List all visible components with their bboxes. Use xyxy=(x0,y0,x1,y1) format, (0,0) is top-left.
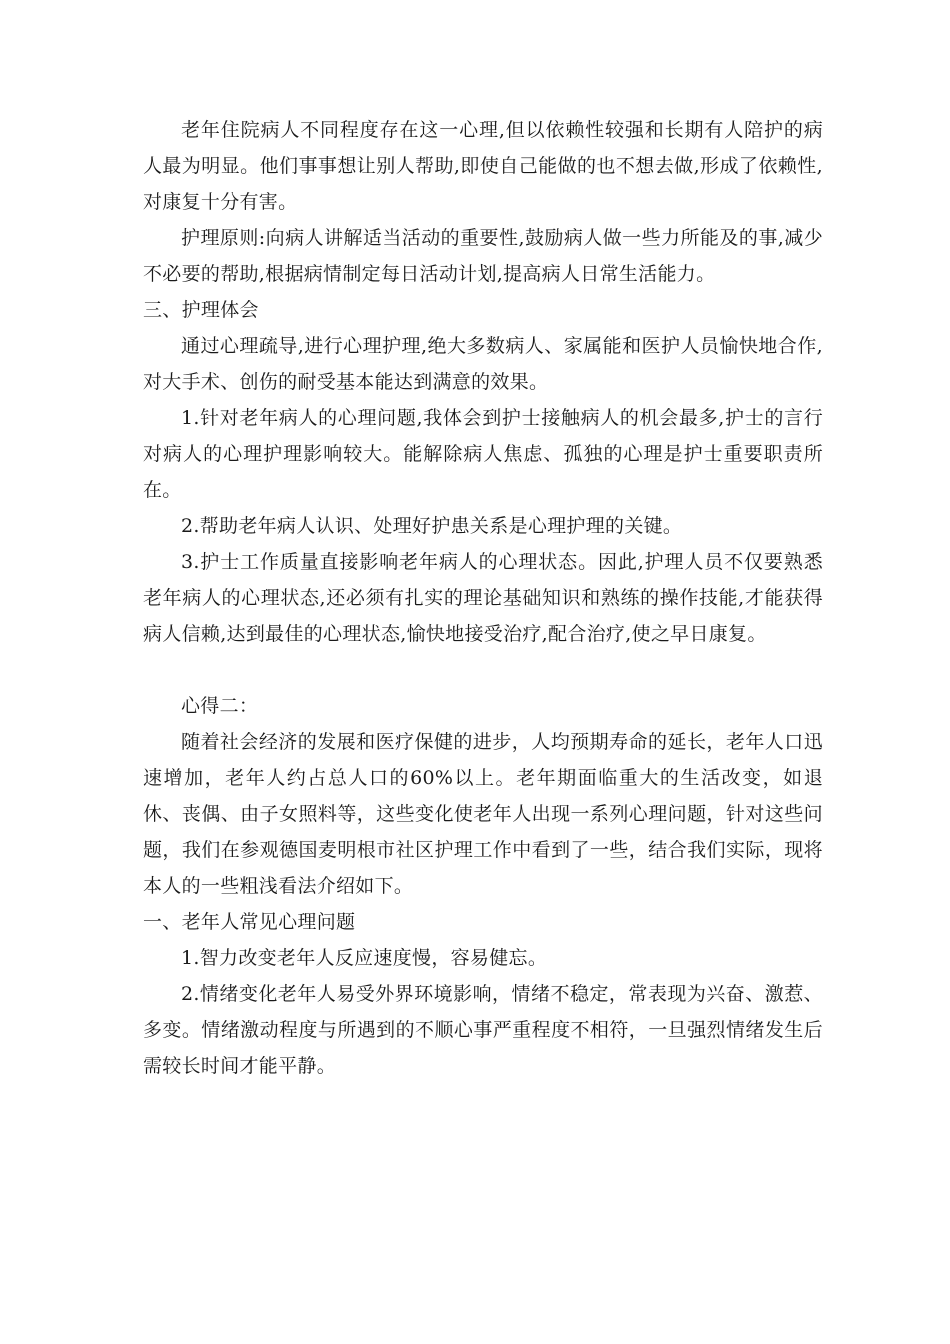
paragraph-point-1: 1.针对老年病人的心理问题,我体会到护士接触病人的机会最多,护士的言行对病人的心理护理影响较大。能解除病人焦虑、孤独的心理是护士重要职责所在。 xyxy=(143,407,823,501)
paragraph-point-3: 3.护士工作质量直接影响老年病人的心理状态。因此,护理人员不仅要熟悉老年病人的心理状态,还必须有扎实的理论基础知识和熟练的操作技能,才能获得病人信赖,达到最佳的心理状态,愉快地接受治疗,配合治疗,使之早日康复。 xyxy=(143,551,823,645)
heading-common-psych-problems: 一、老年人常见心理问题 xyxy=(143,911,356,933)
paragraph-nursing-principle: 护理原则:向病人讲解适当活动的重要性,鼓励病人做一些力所能及的事,减少不必要的帮助,根据病情制定每日活动计划,提高病人日常生活能力。 xyxy=(143,227,823,285)
document-body xyxy=(143,112,823,1084)
section-spacer xyxy=(143,652,823,688)
paragraph-point-2: 2.帮助老年病人认识、处理好护患关系是心理护理的关键。 xyxy=(181,515,683,537)
section-title-xinde-2: 心得二： xyxy=(181,695,259,717)
paragraph-psychological-care: 通过心理疏导,进行心理护理,绝大多数病人、家属能和医护人员愉快地合作,对大手术、创伤的耐受基本能达到满意的效果。 xyxy=(143,335,823,393)
paragraph-dependency: 老年住院病人不同程度存在这一心理,但以依赖性较强和长期有人陪护的病人最为明显。他们事事想让别人帮助,即使自己能做的也不想去做,形成了依赖性,对康复十分有害。 xyxy=(143,119,823,213)
heading-nursing-experience: 三、护理体会 xyxy=(143,299,259,321)
paragraph-emotion-change: 2.情绪变化老年人易受外界环境影响，情绪不稳定，常表现为兴奋、激惹、多变。情绪激动程度与所遇到的不顺心事严重程度不相符，一旦强烈情绪发生后需较长时间才能平静。 xyxy=(143,983,823,1077)
paragraph-intro-aging: 随着社会经济的发展和医疗保健的进步，人均预期寿命的延长，老年人口迅速增加，老年人约占总人口的60%以上。老年期面临重大的生活改变，如退休、丧偶、由子女照料等，这些变化使老年人出现一系列心理问题，针对这些问题，我们在参观德国麦明根市社区护理工作中看到了一些，结合我们实际，现将本人的一些粗浅看法介绍如下。 xyxy=(143,731,823,897)
paragraph-intelligence-change: 1.智力改变老年人反应速度慢，容易健忘。 xyxy=(181,947,548,969)
